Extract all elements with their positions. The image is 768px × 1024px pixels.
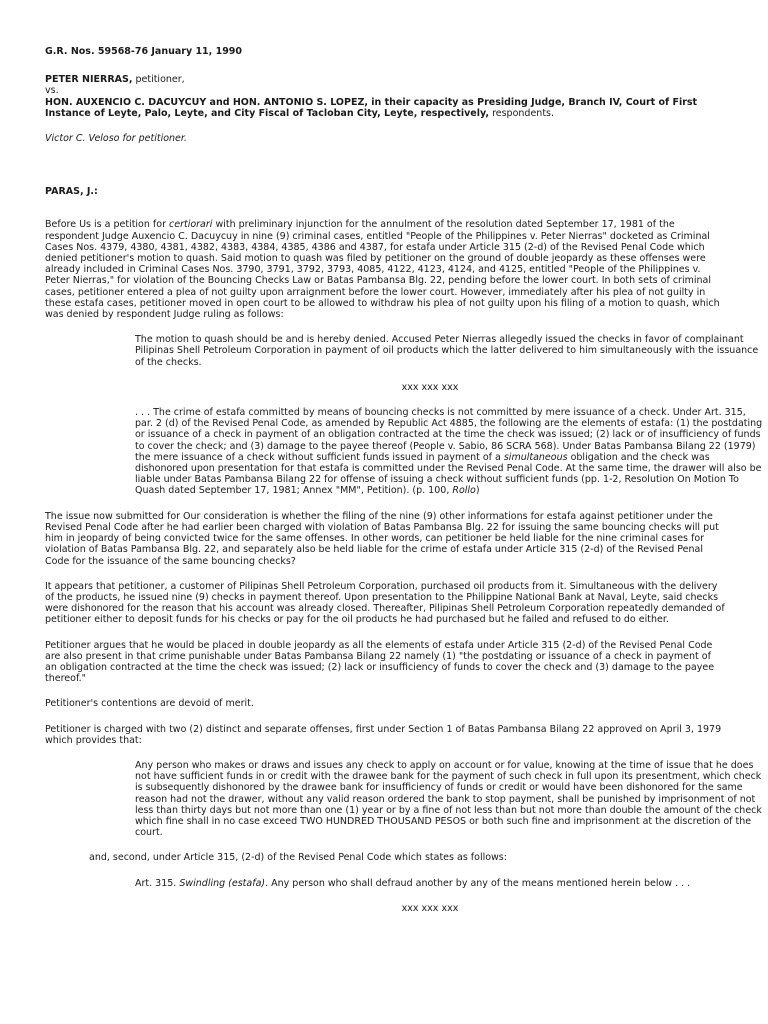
paragraph-facts: It appears that petitioner, a customer of Pilipinas Shell Petroleum Corporation, purchased oil products from it. Simultaneous with the delivery of the products, he issued nine (9) checks in payment thereof. Upon presentation to the Philippine National Bank at Naval, Leyte, said checks were dishonored for the reason that his account was already closed. Thereafter, Pilipinas Shell Petroleum Corporation repeatedly demanded of petitioner either to deposit funds for his checks or pay for the oil products he had purchased but he failed and refused to do either.: [45, 580, 725, 626]
paragraph-second-charge: and, second, under Article 315, (2-d) of the Revised Penal Code which states as follows:: [89, 852, 507, 864]
italic-term: Rollo: [452, 485, 476, 497]
quote-text: ): [475, 485, 480, 497]
paragraph-argument: Petitioner argues that he would be placed in double jeopardy as all the elements of estafa under Article 315 (2-d) of the Revised Penal Code are also present in that crime punishable under Batas Pambansa Bilang 22 namely (1) "the postdating or issuance of a check in payment of an obligation contracted at the time the check was issued; (2) lack or insufficiency of funds to cover the check and (3) damage to the payee thereof.": [45, 639, 715, 685]
versus: vs.: [45, 85, 59, 97]
case-number: G.R. Nos. 59568-76 January 11, 1990: [45, 46, 243, 57]
quote-text: . . . The crime of estafa committed by means of bouncing checks is not committed by mere issuance of a check. Under Art. 315, par. 2 (d) of the Revised Penal Code, as amended by Republic Act 4885, the following are the elements of estafa: (1) the postdating or issuance of a check in payment of an obligation contracted at the time the check was issued; (2) lack or of insufficiency of funds to cover the check; and (3) damage to the payee thereof (People v. Sabio, 86 SCRA 568). Under Batas Pambansa Bilang 22 (1979) the mere issuance of a check without sufficient funds issued in payment of a: [135, 407, 763, 463]
paragraph-ruling: Petitioner's contentions are devoid of merit.: [45, 698, 254, 710]
petitioner-line: [45, 74, 725, 85]
paragraph-intro: [45, 219, 725, 320]
paragraph-text: with preliminary injunction for the annulment of the resolution dated September 17, 1981 of the respondent Judge Auxencio C. Dacuycuy in nine (9) criminal cases, entitled "People of the Philippines v. Peter Nierras" docketed as Criminal Cases Nos. 4379, 4380, 4381, 4382, 4383, 4384, 4385, 4386 and 4387, for estafa under Article 315 (2-d) of the Revised Penal Code which denied petitioner's motion to quash. Said motion to quash was filed by petitioner on the ground of double jeopardy as these offenses were already included in Criminal Cases Nos. 3790, 3791, 3792, 3793, 4085, 4122, 4123, 4124, and 4125, entitled "People of the Philippines v. Peter Nierras," for violation of the Bouncing Checks Law or Batas Pambansa Blg. 22, pending before the lower court. In both sets of criminal cases, petitioner entered a plea of not guilty upon arraignment before the lower court. However, immediately after his plea of not guilty in these estafa cases, petitioner moved in open court to be allowed to withdraw his plea of not guilty upon his filing of a motion to quash, which was denied by respondent Judge ruling as follows:: [45, 219, 720, 321]
ellipsis-separator: xxx xxx xxx: [401, 902, 459, 914]
italic-term: certiorari: [169, 219, 213, 231]
ellipsis-separator: xxx xxx xxx: [401, 381, 459, 393]
quote-text: Art. 315.: [135, 877, 180, 889]
petitioner-name: PETER NIERRAS,: [45, 74, 133, 86]
petitioner-role: petitioner,: [132, 74, 185, 86]
italic-term: Swindling (estafa): [179, 877, 266, 889]
respondents-names: HON. AUXENCIO C. DACUYCUY and HON. ANTONIO S. LOPEZ, in their capacity as Presiding Judge, Branch IV, Court of First Instance of Leyte, Palo, Leyte, and City Fiscal of Tacloban City, Leyte, respectively,: [45, 96, 698, 119]
counsel-line: Victor C. Veloso for petitioner.: [45, 133, 187, 145]
block-quote-art315: [135, 878, 765, 889]
italic-term: simultaneous: [503, 451, 568, 463]
quote-text: . Any person who shall defraud another by any of the means mentioned herein below . . .: [265, 877, 691, 889]
paragraph-issue: The issue now submitted for Our consideration is whether the filing of the nine (9) other informations for estafa against petitioner under the Revised Penal Code after he had earlier been charged with violation of Batas Pambansa Blg. 22 for issuing the same bouncing checks will put him in jeopardy of being convicted twice for the same offenses. In other words, can petitioner be held liable for the nine criminal cases for violation of Batas Pambansa Blg. 22, and separately also be held liable for the crime of estafa under Article 315 (2-d) of the Revised Penal Code for the issuance of the same bouncing checks?: [45, 510, 719, 567]
block-quote-estafa: [135, 407, 765, 497]
ponente: PARAS, J.:: [45, 186, 98, 198]
quote-text: obligation and the check was dishonored upon presentation for that estafa is committed under the Revised Penal Code. At the same time, the drawer will also be liable under Batas Pambansa Bilang 22 for offense of issuing a check without sufficient funds (pp. 1-2, Resolution On Motion To Quash dated September 17, 1981; Annex "MM", Petition). (p. 100,: [135, 451, 762, 497]
block-quote-resolution: The motion to quash should be and is hereby denied. Accused Peter Nierras allegedly issued the checks in favor of complainant Pilipinas Shell Petroleum Corporation in payment of oil products which the latter delivered to him simultaneously with the issuance of the checks.: [135, 334, 759, 368]
respondents-line: [45, 97, 725, 119]
block-quote-bp22: Any person who makes or draws and issues any check to apply on account or for value, knowing at the time of issue that he does not have sufficient funds in or credit with the drawee bank for the payment of such check in full upon its presentment, which check is subsequently dishonored by the drawee bank for insufficiency of funds or credit or would have been dishonored for the same reason had not the drawer, without any valid reason ordered the bank to stop payment, shall be punished by imprisonment of not less than thirty days but not more than one (1) year or by a fine of not less than but not more than double the amount of the check which fine shall in no case exceed TWO HUNDRED THOUSAND PESOS or both such fine and imprisonment at the discretion of the court.: [135, 759, 762, 839]
paragraph-charges: Petitioner is charged with two (2) distinct and separate offenses, first under Section 1 of Batas Pambansa Bilang 22 approved on April 3, 1979 which provides that:: [45, 723, 722, 746]
respondents-role: respondents.: [489, 107, 555, 119]
decision-document: [45, 46, 763, 914]
paragraph-text: Before Us is a petition for: [45, 219, 169, 231]
